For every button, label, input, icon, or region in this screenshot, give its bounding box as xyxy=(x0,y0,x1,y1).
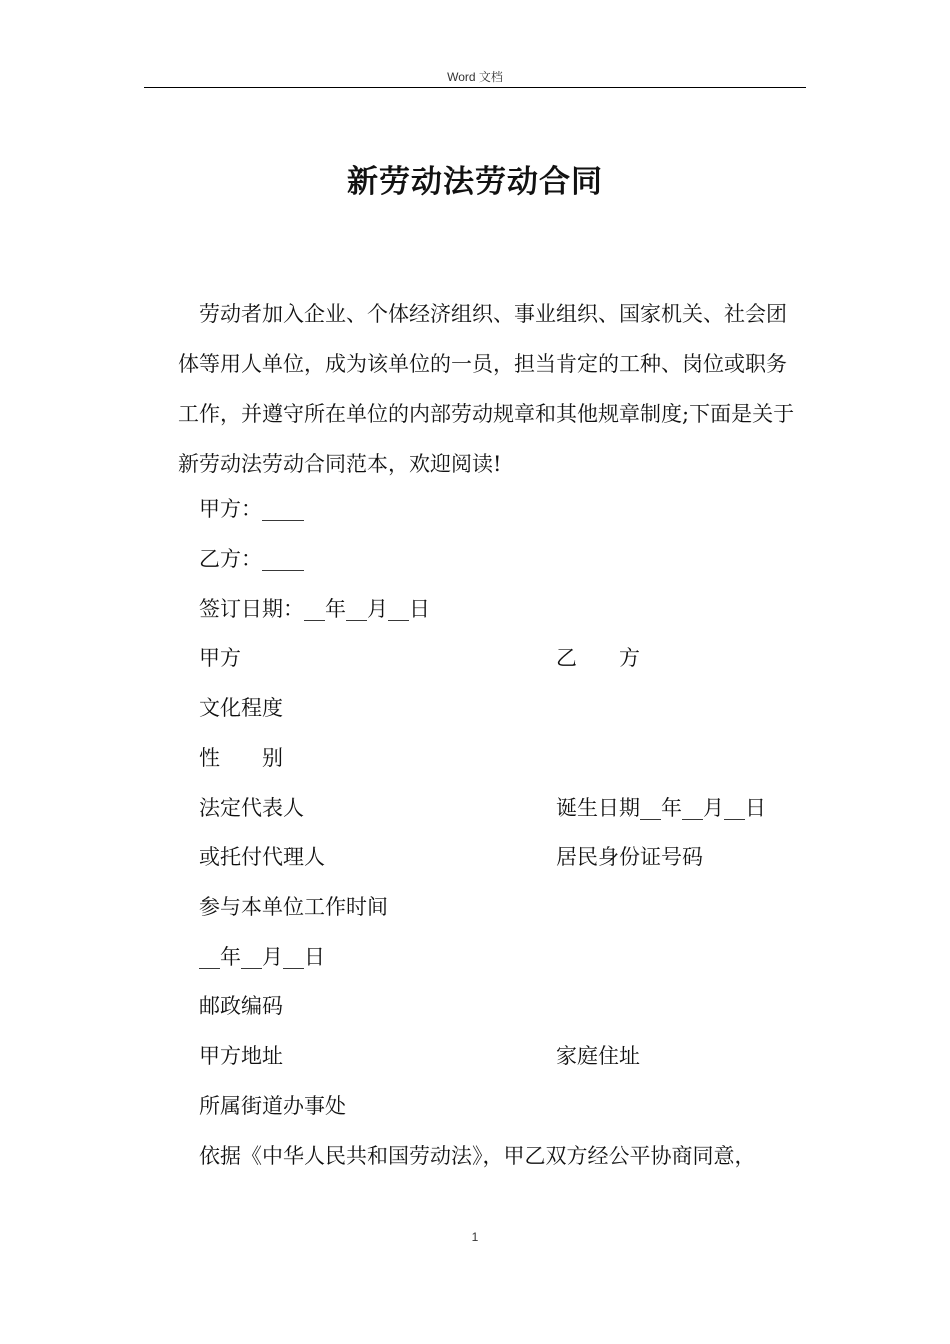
party-b-label: 乙 方 xyxy=(556,646,640,670)
party-a-label: 甲方 xyxy=(199,646,241,670)
document-title: 新劳动法劳动合同 xyxy=(347,164,603,200)
id-number-label: 居民身份证号码 xyxy=(556,845,703,869)
page-number: 1 xyxy=(471,1230,479,1244)
agent-label: 或托付代理人 xyxy=(199,845,325,869)
party-a-field: 甲方：____ xyxy=(199,497,304,521)
party-a-address-label: 甲方地址 xyxy=(199,1044,283,1068)
street-office-label: 所属街道办事处 xyxy=(199,1094,346,1118)
birth-date-label: 诞生日期__年__月__日 xyxy=(556,796,766,820)
sign-date-field: 签订日期：__年__月__日 xyxy=(199,597,430,621)
postcode-label: 邮政编码 xyxy=(199,994,283,1018)
work-start-date: __年__月__日 xyxy=(199,945,325,969)
work-start-label: 参与本单位工作时间 xyxy=(199,895,388,919)
header-divider xyxy=(144,87,806,88)
closing-paragraph: 依据《中华人民共和国劳动法》，甲乙双方经公平协商同意， xyxy=(199,1144,756,1168)
party-b-field: 乙方：____ xyxy=(199,547,304,571)
page-header: Word 文档 xyxy=(447,70,503,84)
education-label: 文化程度 xyxy=(199,696,283,720)
home-address-label: 家庭住址 xyxy=(556,1044,640,1068)
intro-paragraph: 劳动者加入企业、个体经济组织、事业组织、国家机关、社会团体等用人单位，成为该单位的一员，担当肯定的工种、岗位或职务工作，并遵守所在单位的内部劳动规章和其他规章制度;下面是关于新劳动法劳动合同范本，欢迎阅读! xyxy=(178,302,795,476)
gender-label: 性 别 xyxy=(199,746,283,770)
legal-rep-label: 法定代表人 xyxy=(199,796,304,820)
